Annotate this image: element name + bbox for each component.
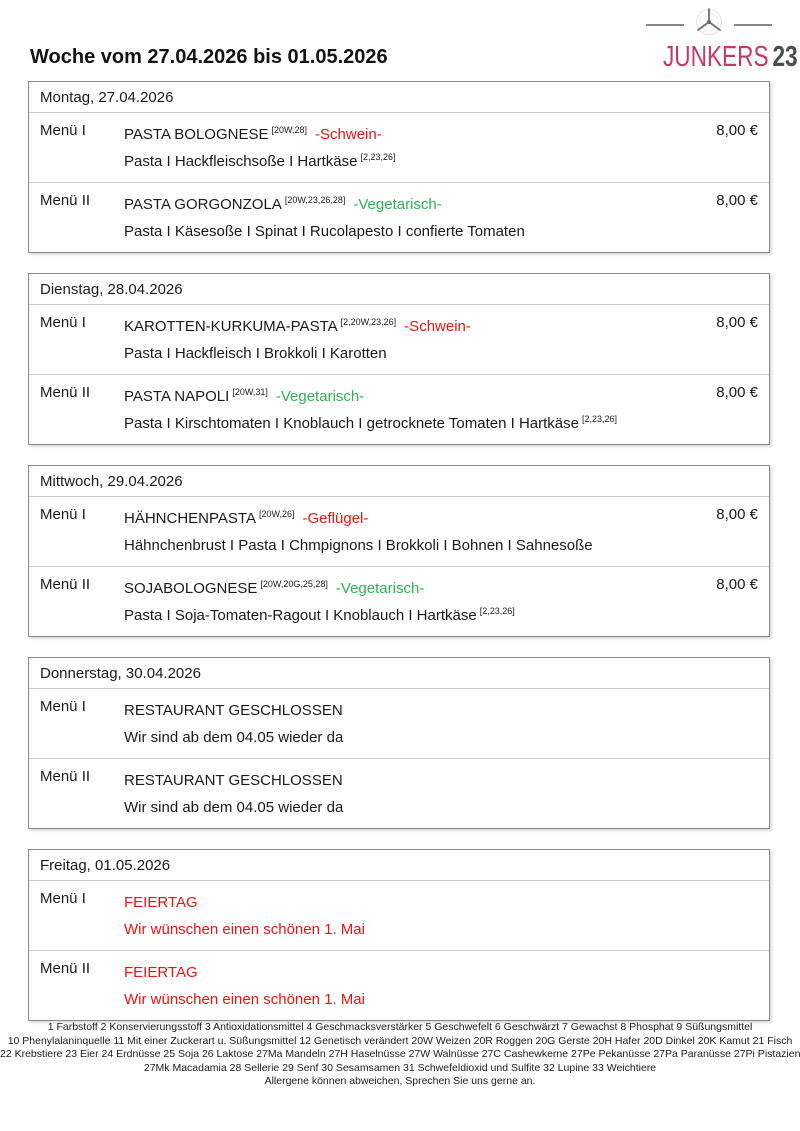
day-menus bbox=[29, 688, 769, 828]
menu-title-line bbox=[124, 381, 706, 408]
menu-row bbox=[29, 182, 769, 252]
menu-desc-line bbox=[124, 530, 706, 557]
menu-item-tag: -Schwein- bbox=[404, 318, 471, 335]
menu-row bbox=[29, 880, 769, 950]
menu-item-tag: -Vegetarisch- bbox=[335, 580, 425, 597]
menu-body bbox=[124, 887, 748, 941]
footer-line: 22 Krebstiere 23 Eier 24 Erdnüsse 25 Soja 26 Laktose 27Ma Mandeln 27H Haselnüsse 27W Walnüsse 27C Cashewkerne 27Pe Pekanüsse 27Pa Paranüsse 27Pi Pistazien bbox=[0, 1048, 800, 1061]
menu-row bbox=[29, 758, 769, 828]
menu-desc-line bbox=[124, 914, 748, 941]
menu-item-desc: Wir wünschen einen schönen 1. Mai bbox=[124, 991, 365, 1008]
menu-item-tag: -Geflügel- bbox=[302, 510, 369, 527]
menu-label: Menü I bbox=[40, 506, 86, 523]
day-menus bbox=[29, 112, 769, 252]
day-date: Mittwoch, 29.04.2026 bbox=[40, 473, 183, 490]
menu-item-tag: -Vegetarisch- bbox=[275, 388, 365, 405]
menu-title-line bbox=[124, 695, 748, 722]
menu-item-name: FEIERTAG bbox=[124, 894, 198, 911]
menu-desc-line bbox=[124, 408, 706, 435]
menu-desc-codes: [2,23,26] bbox=[479, 606, 515, 616]
menu-title-line bbox=[124, 189, 706, 216]
brand-number: 23 bbox=[772, 41, 798, 73]
day-date: Montag, 27.04.2026 bbox=[40, 89, 174, 106]
menu-desc-line bbox=[124, 338, 706, 365]
footer-allergens bbox=[0, 1021, 800, 1089]
menu-item-desc: Wir sind ab dem 04.05 wieder da bbox=[124, 729, 344, 746]
footer-line: 10 Phenylalaninquelle 11 Mit einer Zuckerart u. Süßungsmittel 12 Genetisch verändert 20W Weizen 20R Roggen 20G Gerste 20H Hafer 20D Dinkel 20K Kamut 21 Fisch bbox=[7, 1034, 793, 1047]
day-box bbox=[28, 465, 770, 637]
propeller-icon bbox=[690, 6, 728, 45]
menu-desc-line bbox=[124, 984, 748, 1011]
menu-item-name: HÄHNCHENPASTA bbox=[124, 510, 256, 527]
menu-price: 8,00 € bbox=[716, 506, 758, 523]
menu-desc-line bbox=[124, 216, 706, 243]
menu-item-name: SOJABOLOGNESE bbox=[124, 580, 258, 597]
menu-row bbox=[29, 112, 769, 182]
menu-body bbox=[124, 503, 706, 557]
menu-body bbox=[124, 957, 748, 1011]
menu-body bbox=[124, 311, 706, 365]
menu-desc-line bbox=[124, 722, 748, 749]
brand-name: JUNKERS bbox=[662, 41, 769, 73]
menu-item-desc: Wir sind ab dem 04.05 wieder da bbox=[124, 799, 344, 816]
menu-price: 8,00 € bbox=[716, 576, 758, 593]
menu-item-desc: Pasta I Kirschtomaten I Knoblauch I getrocknete Tomaten I Hartkäse bbox=[124, 415, 579, 432]
menu-title-line bbox=[124, 503, 706, 530]
menu-row bbox=[29, 304, 769, 374]
footer-line: Allergene können abweichen, Sprechen Sie uns gerne an. bbox=[264, 1075, 536, 1088]
menu-desc-line bbox=[124, 600, 706, 627]
menu-label: Menü II bbox=[40, 192, 91, 209]
menu-row bbox=[29, 688, 769, 758]
menu-title-line bbox=[124, 957, 748, 984]
menu-item-name: RESTAURANT GESCHLOSSEN bbox=[124, 702, 343, 719]
menu-body bbox=[124, 765, 748, 819]
day-menus bbox=[29, 880, 769, 1020]
day-box bbox=[28, 273, 770, 445]
menu-row bbox=[29, 950, 769, 1020]
menu-item-desc: Pasta I Hackfleisch I Brokkoli I Karotten bbox=[124, 345, 387, 362]
menu-body bbox=[124, 573, 706, 627]
menu-item-name: PASTA NAPOLI bbox=[124, 388, 230, 405]
day-box bbox=[28, 657, 770, 829]
menu-body bbox=[124, 189, 706, 243]
menu-item-tag: -Schwein- bbox=[315, 126, 382, 143]
menu-title-line bbox=[124, 887, 748, 914]
menu-item-desc: Pasta I Käsesoße I Spinat I Rucolapesto I confierte Tomaten bbox=[124, 223, 525, 240]
menu-title-line bbox=[124, 119, 706, 146]
logo-left-rule bbox=[646, 24, 684, 26]
menu-item-name: RESTAURANT GESCHLOSSEN bbox=[124, 772, 343, 789]
menu-item-name: KAROTTEN-KURKUMA-PASTA bbox=[124, 318, 338, 335]
menu-title-line bbox=[124, 573, 706, 600]
menu-label: Menü I bbox=[40, 698, 86, 715]
menu-row bbox=[29, 566, 769, 636]
day-box bbox=[28, 81, 770, 253]
menu-desc-line bbox=[124, 146, 706, 173]
menu-item-name: PASTA BOLOGNESE bbox=[124, 126, 269, 143]
menu-item-codes: [20W,20G,25,28] bbox=[260, 579, 328, 589]
menu-desc-codes: [2,23,26] bbox=[360, 152, 396, 162]
brand-logo bbox=[644, 8, 798, 73]
menu-label: Menü I bbox=[40, 890, 86, 907]
day-date: Freitag, 01.05.2026 bbox=[40, 857, 171, 874]
menu-item-desc: Hähnchenbrust I Pasta I Chmpignons I Brokkoli I Bohnen I Sahnesoße bbox=[124, 537, 593, 554]
menu-price: 8,00 € bbox=[716, 314, 758, 331]
menu-body bbox=[124, 119, 706, 173]
menu-label: Menü II bbox=[40, 384, 91, 401]
menu-body bbox=[124, 381, 706, 435]
menu-title-line bbox=[124, 765, 748, 792]
day-date: Donnerstag, 30.04.2026 bbox=[40, 665, 201, 682]
menu-row bbox=[29, 374, 769, 444]
footer-line: 27Mk Macadamia 28 Sellerie 29 Senf 30 Sesamsamen 31 Schwefeldioxid und Sulfite 32 Lupine 33 Weichtiere bbox=[143, 1061, 657, 1074]
menu-item-desc: Pasta I Soja-Tomaten-Ragout I Knoblauch I Hartkäse bbox=[124, 607, 477, 624]
brand-icon-row bbox=[644, 8, 774, 42]
menu-item-codes: [20W,23,26,28] bbox=[284, 195, 346, 205]
menu-row bbox=[29, 496, 769, 566]
menu-desc-line bbox=[124, 792, 748, 819]
menu-desc-codes: [2,23,26] bbox=[581, 414, 617, 424]
menu-item-codes: [20W,28] bbox=[271, 125, 308, 135]
menu-price: 8,00 € bbox=[716, 122, 758, 139]
menu-item-tag: -Vegetarisch- bbox=[353, 196, 442, 213]
day-box bbox=[28, 849, 770, 1021]
day-menus bbox=[29, 496, 769, 636]
menu-price: 8,00 € bbox=[716, 384, 758, 401]
menu-item-codes: [2,20W,23,26] bbox=[340, 317, 397, 327]
menu-label: Menü II bbox=[40, 768, 91, 785]
menu-price: 8,00 € bbox=[716, 192, 758, 209]
days-list bbox=[28, 81, 770, 1021]
menu-item-name: PASTA GORGONZOLA bbox=[124, 196, 282, 213]
menu-item-codes: [20W,26] bbox=[258, 509, 295, 519]
brand-text bbox=[663, 42, 798, 72]
menu-label: Menü II bbox=[40, 960, 91, 977]
menu-item-codes: [20W,31] bbox=[232, 387, 268, 397]
menu-label: Menü I bbox=[40, 122, 86, 139]
menu-label: Menü II bbox=[40, 576, 91, 593]
menu-item-desc: Pasta I Hackfleischsoße I Hartkäse bbox=[124, 153, 358, 170]
menu-label: Menü I bbox=[40, 314, 86, 331]
day-menus bbox=[29, 304, 769, 444]
menu-title-line bbox=[124, 311, 706, 338]
menu-item-desc: Wir wünschen einen schönen 1. Mai bbox=[124, 921, 365, 938]
menu-body bbox=[124, 695, 748, 749]
logo-right-rule bbox=[734, 24, 772, 26]
footer-line: 1 Farbstoff 2 Konservierungsstoff 3 Antioxidationsmittel 4 Geschmacksverstärker 5 Geschwefelt 6 Geschwärzt 7 Gewachst 8 Phosphat 9 Süßungsmittel bbox=[47, 1021, 753, 1034]
menu-item-name: FEIERTAG bbox=[124, 964, 198, 981]
day-date: Dienstag, 28.04.2026 bbox=[40, 281, 183, 298]
page-title: Woche vom 27.04.2026 bis 01.05.2026 bbox=[30, 46, 388, 68]
